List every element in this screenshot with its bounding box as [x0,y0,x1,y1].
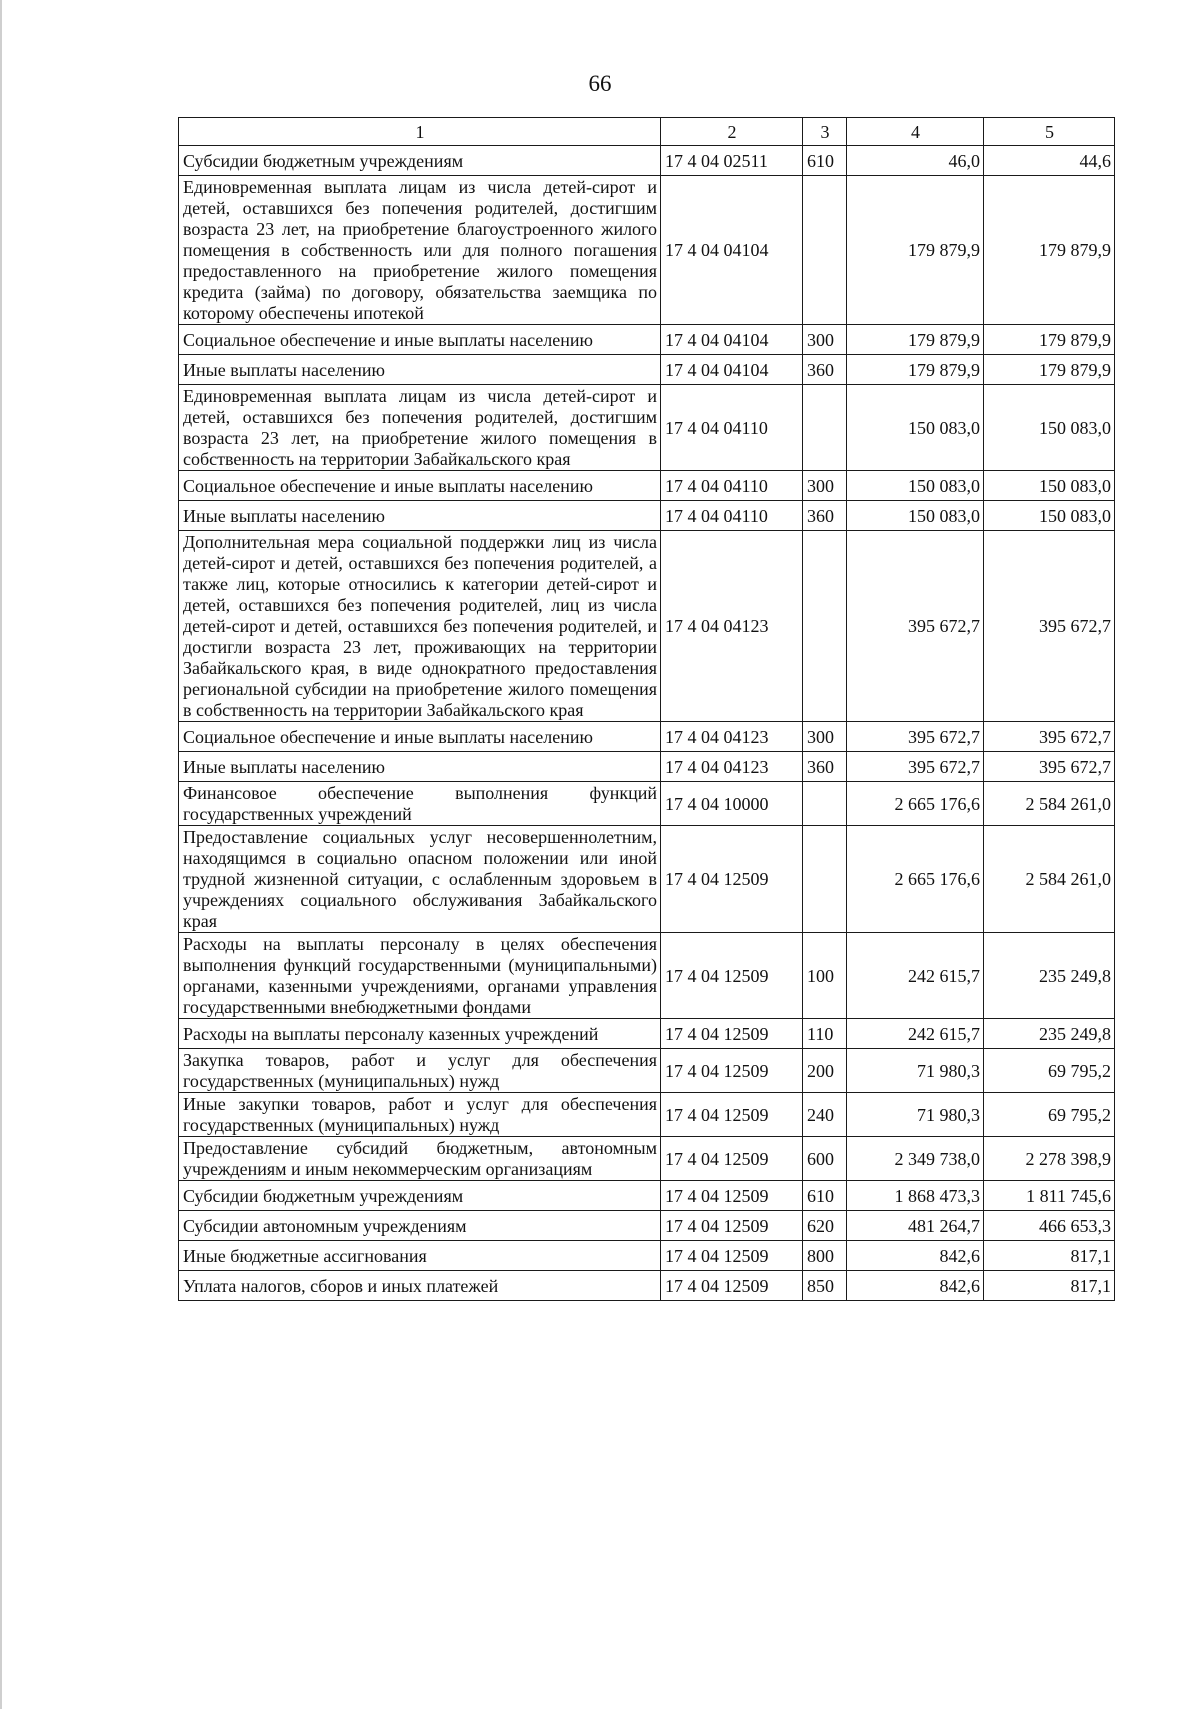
row-expense-type-cell: 100 [803,933,847,1019]
table-row [179,752,1115,782]
row-amount-1-cell: 242 615,7 [847,933,984,1019]
row-amount-2-cell: 44,6 [984,146,1115,176]
table-row [179,1093,1115,1137]
row-amount-2-cell: 466 653,3 [984,1211,1115,1241]
row-name-cell: Закупка товаров, работ и услуг для обеспечения государственных (муниципальных) нужд [179,1049,661,1093]
row-expense-type-cell: 360 [803,501,847,531]
row-name-cell: Единовременная выплата лицам из числа детей-сирот и детей, оставшихся без попечения родителей, достигшим возраста 23 лет, на приобретение жилого помещения в собственность на территории Забайкальского края [179,385,661,471]
row-amount-2-cell: 395 672,7 [984,531,1115,722]
row-amount-2-cell: 817,1 [984,1241,1115,1271]
row-expense-type-cell: 610 [803,146,847,176]
row-expense-type-cell: 300 [803,325,847,355]
row-name-cell: Предоставление социальных услуг несовершеннолетним, находящимся в социально опасном положении или иной трудной жизненной ситуации, с ослабленным здоровьем в учреждениях социального обслуживания Забайкальского края [179,826,661,933]
row-code-cell: 17 4 04 12509 [661,1271,803,1301]
row-code-cell: 17 4 04 04104 [661,325,803,355]
row-amount-1-cell: 71 980,3 [847,1093,984,1137]
column-header-amount-2: 5 [984,118,1115,146]
row-name-cell: Иные выплаты населению [179,355,661,385]
row-code-cell: 17 4 04 04110 [661,385,803,471]
row-amount-1-cell: 395 672,7 [847,531,984,722]
row-code-cell: 17 4 04 10000 [661,782,803,826]
row-amount-2-cell: 395 672,7 [984,722,1115,752]
row-expense-type-cell [803,176,847,325]
row-code-cell: 17 4 04 04123 [661,752,803,782]
table-row [179,146,1115,176]
row-code-cell: 17 4 04 02511 [661,146,803,176]
row-amount-2-cell: 179 879,9 [984,176,1115,325]
row-code-cell: 17 4 04 04110 [661,501,803,531]
table-row [179,1049,1115,1093]
table-row [179,355,1115,385]
row-expense-type-cell: 110 [803,1019,847,1049]
row-expense-type-cell: 600 [803,1137,847,1181]
row-code-cell: 17 4 04 12509 [661,1049,803,1093]
table-row [179,782,1115,826]
row-amount-1-cell: 179 879,9 [847,325,984,355]
table-row [179,1271,1115,1301]
row-amount-2-cell: 2 278 398,9 [984,1137,1115,1181]
table-body [179,146,1115,1301]
row-expense-type-cell: 300 [803,722,847,752]
row-name-cell: Иные выплаты населению [179,501,661,531]
column-header-code: 2 [661,118,803,146]
row-name-cell: Финансовое обеспечение выполнения функций государственных учреждений [179,782,661,826]
row-amount-2-cell: 2 584 261,0 [984,826,1115,933]
row-amount-1-cell: 395 672,7 [847,752,984,782]
row-amount-2-cell: 69 795,2 [984,1049,1115,1093]
column-header-amount-1: 4 [847,118,984,146]
table-row [179,1241,1115,1271]
table-row [179,1181,1115,1211]
row-amount-1-cell: 242 615,7 [847,1019,984,1049]
row-amount-1-cell: 842,6 [847,1271,984,1301]
table-row [179,722,1115,752]
table-row [179,501,1115,531]
row-amount-2-cell: 179 879,9 [984,355,1115,385]
row-code-cell: 17 4 04 12509 [661,1137,803,1181]
table-row [179,1137,1115,1181]
scan-edge [0,0,2,1709]
row-code-cell: 17 4 04 12509 [661,1019,803,1049]
table-row [179,325,1115,355]
row-expense-type-cell [803,826,847,933]
row-amount-1-cell: 71 980,3 [847,1049,984,1093]
row-amount-2-cell: 150 083,0 [984,471,1115,501]
row-amount-1-cell: 395 672,7 [847,722,984,752]
row-name-cell: Иные выплаты населению [179,752,661,782]
row-amount-1-cell: 2 349 738,0 [847,1137,984,1181]
row-code-cell: 17 4 04 12509 [661,933,803,1019]
row-amount-2-cell: 235 249,8 [984,933,1115,1019]
row-amount-2-cell: 69 795,2 [984,1093,1115,1137]
row-code-cell: 17 4 04 04104 [661,176,803,325]
row-amount-1-cell: 46,0 [847,146,984,176]
table-row [179,826,1115,933]
row-name-cell: Субсидии автономным учреждениям [179,1211,661,1241]
row-amount-1-cell: 150 083,0 [847,385,984,471]
row-amount-2-cell: 1 811 745,6 [984,1181,1115,1211]
row-name-cell: Субсидии бюджетным учреждениям [179,146,661,176]
row-amount-1-cell: 179 879,9 [847,176,984,325]
row-amount-2-cell: 235 249,8 [984,1019,1115,1049]
table-row [179,1019,1115,1049]
row-amount-1-cell: 481 264,7 [847,1211,984,1241]
row-name-cell: Единовременная выплата лицам из числа детей-сирот и детей, оставшихся без попечения родителей, достигшим возраста 23 лет, на приобретение благоустроенного жилого помещения в собственность или для полного погашения предоставленного на приобретение жилого помещения кредита (займа) по договору, обязательства заемщика по которому обеспечены ипотекой [179,176,661,325]
row-expense-type-cell: 300 [803,471,847,501]
row-code-cell: 17 4 04 12509 [661,1093,803,1137]
table-row [179,933,1115,1019]
row-name-cell: Социальное обеспечение и иные выплаты населению [179,471,661,501]
row-code-cell: 17 4 04 04110 [661,471,803,501]
row-code-cell: 17 4 04 12509 [661,1211,803,1241]
row-expense-type-cell: 620 [803,1211,847,1241]
row-code-cell: 17 4 04 12509 [661,826,803,933]
row-name-cell: Субсидии бюджетным учреждениям [179,1181,661,1211]
row-name-cell: Предоставление субсидий бюджетным, автономным учреждениям и иным некоммерческим организациям [179,1137,661,1181]
row-expense-type-cell: 850 [803,1271,847,1301]
column-header-name: 1 [179,118,661,146]
row-expense-type-cell [803,385,847,471]
row-expense-type-cell [803,782,847,826]
row-expense-type-cell: 240 [803,1093,847,1137]
row-expense-type-cell: 800 [803,1241,847,1271]
row-expense-type-cell [803,531,847,722]
table-row [179,385,1115,471]
row-amount-1-cell: 179 879,9 [847,355,984,385]
table-header-row [179,118,1115,146]
row-expense-type-cell: 200 [803,1049,847,1093]
row-name-cell: Социальное обеспечение и иные выплаты населению [179,722,661,752]
row-amount-2-cell: 395 672,7 [984,752,1115,782]
row-code-cell: 17 4 04 04123 [661,722,803,752]
budget-table [178,117,1115,1301]
row-code-cell: 17 4 04 04104 [661,355,803,385]
row-amount-2-cell: 150 083,0 [984,501,1115,531]
row-name-cell: Дополнительная мера социальной поддержки лиц из числа детей-сирот и детей, оставшихся без попечения родителей, а также лиц, которые относились к категории детей-сирот и детей, оставшихся без попечения родителей, лиц из числа детей-сирот и детей, оставшихся без попечения родителей, и достигли возраста 23 лет, проживающих на территории Забайкальского края, в виде однократного предоставления региональной субсидии на приобретение жилого помещения в собственность на территории Забайкальского края [179,531,661,722]
row-name-cell: Расходы на выплаты персоналу в целях обеспечения выполнения функций государственными (муниципальными) органами, казенными учреждениями, органами управления государственными внебюджетными фондами [179,933,661,1019]
row-amount-2-cell: 817,1 [984,1271,1115,1301]
row-name-cell: Иные закупки товаров, работ и услуг для обеспечения государственных (муниципальных) нужд [179,1093,661,1137]
row-code-cell: 17 4 04 12509 [661,1181,803,1211]
row-amount-1-cell: 150 083,0 [847,471,984,501]
row-amount-1-cell: 2 665 176,6 [847,826,984,933]
row-expense-type-cell: 360 [803,355,847,385]
row-amount-1-cell: 150 083,0 [847,501,984,531]
row-amount-1-cell: 2 665 176,6 [847,782,984,826]
page-number: 66 [588,71,612,96]
table-row [179,471,1115,501]
column-header-expense-type: 3 [803,118,847,146]
table-row [179,531,1115,722]
table-row [179,176,1115,325]
row-code-cell: 17 4 04 12509 [661,1241,803,1271]
row-name-cell: Уплата налогов, сборов и иных платежей [179,1271,661,1301]
row-name-cell: Иные бюджетные ассигнования [179,1241,661,1271]
row-expense-type-cell: 610 [803,1181,847,1211]
row-name-cell: Расходы на выплаты персоналу казенных учреждений [179,1019,661,1049]
row-amount-2-cell: 2 584 261,0 [984,782,1115,826]
row-amount-1-cell: 842,6 [847,1241,984,1271]
row-name-cell: Социальное обеспечение и иные выплаты населению [179,325,661,355]
row-expense-type-cell: 360 [803,752,847,782]
row-amount-2-cell: 179 879,9 [984,325,1115,355]
table-row [179,1211,1115,1241]
row-amount-1-cell: 1 868 473,3 [847,1181,984,1211]
row-code-cell: 17 4 04 04123 [661,531,803,722]
row-amount-2-cell: 150 083,0 [984,385,1115,471]
